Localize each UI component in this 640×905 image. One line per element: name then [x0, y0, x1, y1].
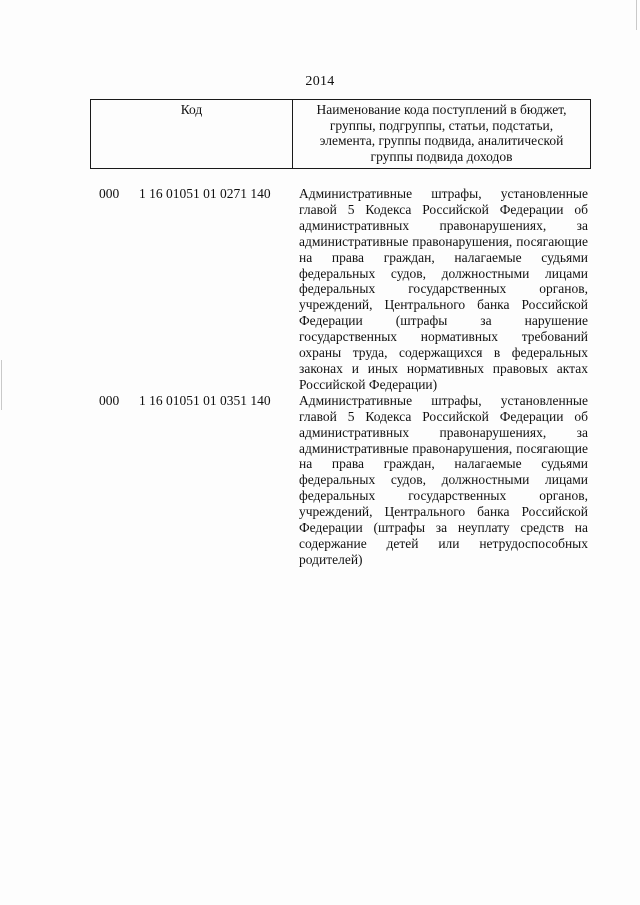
column-header-name: Наименование кода поступлений в бюджет, группы, подгруппы, статьи, подстатьи, элемента, группы подвида, аналитической группы подвида доходов [316, 102, 567, 164]
scan-edge-mark [1, 360, 2, 410]
scan-edge-mark [636, 0, 637, 30]
row-admin-code: 000 [99, 186, 120, 201]
row-income-code: 1 16 01051 01 0351 140 [139, 392, 271, 408]
column-header-code: Код [91, 100, 293, 168]
page-number: 2014 [305, 74, 335, 89]
row-description: Административные штрафы, установленные главой 5 Кодекса Российской Федерации об административных правонарушениях, за административные правонарушения, посягающие на права граждан, налагаемые судьями федеральных судов, должностными лицами федеральных государственных органов, учреждений, Центрального банка Российской Федерации (штрафы за нарушение государственных нормативных требований охраны труда, содержащихся в федеральных законах и иных нормативных правовых актах Российской Федерации) [299, 186, 588, 392]
table-body [99, 186, 591, 568]
row-description: Административные штрафы, установленные главой 5 Кодекса Российской Федерации об административных правонарушениях, за административные правонарушения, посягающие на права граждан, налагаемые судьями федеральных судов, должностными лицами федеральных государственных органов, учреждений, Центрального банка Российской Федерации (штрафы за неуплату средств на содержание детей или нетрудоспособных родителей) [299, 392, 588, 567]
row-income-code: 1 16 01051 01 0271 140 [139, 186, 271, 201]
table-row [99, 186, 591, 393]
table-row [99, 393, 591, 568]
row-admin-code: 000 [99, 392, 120, 408]
table-header [90, 99, 591, 169]
